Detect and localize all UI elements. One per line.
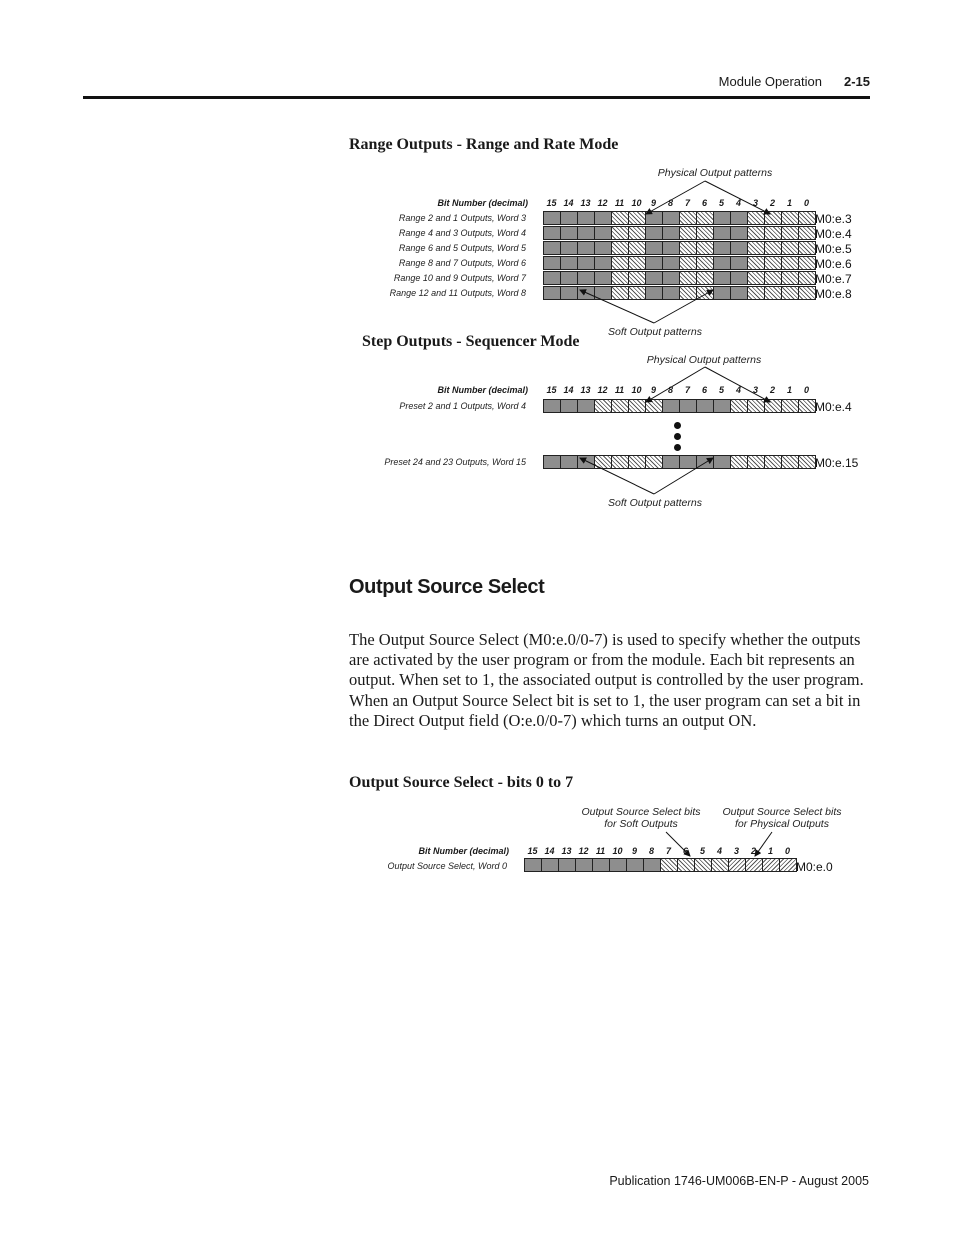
bit-cell bbox=[612, 257, 629, 269]
bit-cell bbox=[595, 242, 612, 254]
bit-cell bbox=[714, 227, 731, 239]
bit-number: 11 bbox=[595, 846, 606, 856]
bit-cell bbox=[799, 257, 816, 269]
bit-cell bbox=[663, 272, 680, 284]
bit-cell bbox=[661, 859, 678, 871]
register-address: M0:e.8 bbox=[815, 287, 852, 301]
bit-cell bbox=[697, 287, 714, 299]
bit-cell bbox=[680, 227, 697, 239]
bit-cell bbox=[678, 859, 695, 871]
register-row bbox=[543, 286, 816, 300]
bit-cell bbox=[697, 456, 714, 468]
bit-number: 6 bbox=[682, 846, 688, 856]
bit-number: 2 bbox=[750, 846, 756, 856]
bit-cell bbox=[714, 400, 731, 412]
bit-cell bbox=[782, 227, 799, 239]
bit-cell bbox=[765, 287, 782, 299]
bit-cell bbox=[544, 272, 561, 284]
step-bit-numbers bbox=[543, 385, 815, 397]
bit-cell bbox=[782, 212, 799, 224]
bit-cell bbox=[663, 287, 680, 299]
bit-cell bbox=[578, 456, 595, 468]
bit-cell bbox=[799, 272, 816, 284]
bit-number: 3 bbox=[733, 846, 739, 856]
bit-cell bbox=[748, 287, 765, 299]
bit-cell bbox=[544, 212, 561, 224]
bit-cell bbox=[646, 272, 663, 284]
range-bit-number-label: Bit Number (decimal) bbox=[437, 198, 528, 208]
bit-number: 15 bbox=[546, 198, 557, 208]
ellipsis-dot bbox=[674, 444, 681, 451]
bit-number: 9 bbox=[650, 198, 656, 208]
bit-cell bbox=[629, 212, 646, 224]
bit-cell bbox=[595, 287, 612, 299]
bit-number: 0 bbox=[784, 846, 790, 856]
bit-number: 8 bbox=[667, 385, 673, 395]
bit-cell bbox=[765, 212, 782, 224]
bit-cell bbox=[525, 859, 542, 871]
bit-cell bbox=[612, 272, 629, 284]
register-row-label: Range 12 and 11 Outputs, Word 8 bbox=[389, 288, 526, 298]
bit-cell bbox=[612, 212, 629, 224]
range-physical-callout: Physical Output patterns bbox=[657, 167, 773, 179]
bit-cell bbox=[765, 456, 782, 468]
bit-number: 15 bbox=[546, 385, 557, 395]
bit-cell bbox=[799, 212, 816, 224]
register-row bbox=[543, 241, 816, 255]
header-rule bbox=[83, 96, 870, 99]
register-address: M0:e.15 bbox=[815, 456, 859, 470]
bit-number: 8 bbox=[648, 846, 654, 856]
bit-cell bbox=[593, 859, 610, 871]
bit-cell bbox=[731, 456, 748, 468]
bit-cell bbox=[595, 212, 612, 224]
section-heading: Output Source Select bbox=[349, 576, 545, 598]
bit-cell bbox=[544, 400, 561, 412]
bit-cell bbox=[578, 227, 595, 239]
bit-cell bbox=[576, 859, 593, 871]
bit-cell bbox=[799, 287, 816, 299]
register-row bbox=[543, 256, 816, 270]
bit-cell bbox=[612, 400, 629, 412]
bit-cell bbox=[799, 456, 816, 468]
bit-cell bbox=[612, 227, 629, 239]
bit-number: 7 bbox=[684, 198, 690, 208]
bit-cell bbox=[782, 257, 799, 269]
oss-bit-number-label: Bit Number (decimal) bbox=[418, 846, 509, 856]
bit-cell bbox=[663, 227, 680, 239]
bit-cell bbox=[680, 400, 697, 412]
register-row-label: Range 8 and 7 Outputs, Word 6 bbox=[398, 258, 526, 268]
bit-cell bbox=[697, 272, 714, 284]
bit-cell bbox=[610, 859, 627, 871]
bit-cell bbox=[578, 257, 595, 269]
bit-cell bbox=[714, 456, 731, 468]
bit-cell bbox=[595, 227, 612, 239]
bit-cell bbox=[731, 242, 748, 254]
bit-number: 4 bbox=[735, 385, 741, 395]
bit-cell bbox=[799, 227, 816, 239]
bit-cell bbox=[578, 242, 595, 254]
register-row bbox=[543, 226, 816, 240]
bit-cell bbox=[782, 400, 799, 412]
bit-number: 11 bbox=[614, 198, 625, 208]
register-row bbox=[543, 211, 816, 225]
bit-cell bbox=[748, 400, 765, 412]
step-soft-callout: Soft Output patterns bbox=[608, 497, 702, 509]
bit-cell bbox=[646, 456, 663, 468]
bit-cell bbox=[561, 272, 578, 284]
bit-cell bbox=[731, 257, 748, 269]
bit-number: 10 bbox=[631, 385, 642, 395]
range-figure-title: Range Outputs - Range and Rate Mode bbox=[349, 136, 619, 153]
oss-address: M0:e.0 bbox=[796, 860, 833, 874]
step-physical-callout: Physical Output patterns bbox=[646, 354, 762, 366]
bit-number: 2 bbox=[769, 198, 775, 208]
bit-number: 12 bbox=[597, 385, 608, 395]
bit-cell bbox=[714, 212, 731, 224]
bit-cell bbox=[748, 456, 765, 468]
range-bit-numbers bbox=[543, 198, 815, 210]
bit-cell bbox=[544, 257, 561, 269]
bit-cell bbox=[731, 400, 748, 412]
register-row-label: Range 6 and 5 Outputs, Word 5 bbox=[398, 243, 526, 253]
register-row bbox=[543, 399, 816, 413]
range-soft-callout: Soft Output patterns bbox=[608, 326, 702, 338]
bit-cell bbox=[629, 227, 646, 239]
bit-cell bbox=[748, 212, 765, 224]
bit-cell bbox=[731, 227, 748, 239]
register-row bbox=[543, 455, 816, 469]
oss-register bbox=[524, 858, 797, 872]
bit-cell bbox=[544, 242, 561, 254]
bit-number: 11 bbox=[614, 385, 625, 395]
bit-cell bbox=[612, 287, 629, 299]
publication-footer: Publication 1746-UM006B-EN-P - August 2005 bbox=[609, 1174, 869, 1188]
bit-number: 6 bbox=[701, 198, 707, 208]
bit-number: 13 bbox=[580, 198, 591, 208]
bit-cell bbox=[765, 242, 782, 254]
bit-cell bbox=[765, 227, 782, 239]
bit-cell bbox=[697, 212, 714, 224]
bit-cell bbox=[629, 272, 646, 284]
bit-cell bbox=[559, 859, 576, 871]
bit-cell bbox=[663, 242, 680, 254]
bit-cell bbox=[646, 227, 663, 239]
ellipsis-dot bbox=[674, 422, 681, 429]
bit-cell bbox=[731, 212, 748, 224]
bit-cell bbox=[578, 287, 595, 299]
step-figure-title: Step Outputs - Sequencer Mode bbox=[362, 333, 580, 350]
bit-cell bbox=[765, 257, 782, 269]
bit-number: 1 bbox=[786, 385, 792, 395]
bit-cell bbox=[697, 242, 714, 254]
bit-cell bbox=[663, 400, 680, 412]
bit-cell bbox=[627, 859, 644, 871]
register-address: M0:e.4 bbox=[815, 227, 852, 241]
bit-number: 5 bbox=[699, 846, 705, 856]
bit-cell bbox=[595, 456, 612, 468]
bit-number: 6 bbox=[701, 385, 707, 395]
bit-cell bbox=[780, 859, 797, 871]
bit-cell bbox=[544, 456, 561, 468]
bit-cell bbox=[765, 400, 782, 412]
bit-number: 1 bbox=[767, 846, 773, 856]
bit-cell bbox=[748, 257, 765, 269]
bit-cell bbox=[595, 400, 612, 412]
bit-cell bbox=[629, 242, 646, 254]
bit-number: 1 bbox=[786, 198, 792, 208]
bit-cell bbox=[680, 272, 697, 284]
register-row-label: Range 10 and 9 Outputs, Word 7 bbox=[393, 273, 526, 283]
bit-number: 3 bbox=[752, 198, 758, 208]
bit-cell bbox=[561, 456, 578, 468]
bit-cell bbox=[799, 242, 816, 254]
register-address: M0:e.3 bbox=[815, 212, 852, 226]
oss-figure-title: Output Source Select - bits 0 to 7 bbox=[349, 774, 574, 791]
bit-number: 5 bbox=[718, 198, 724, 208]
bit-number: 0 bbox=[803, 385, 809, 395]
bit-cell bbox=[629, 456, 646, 468]
bit-number: 7 bbox=[665, 846, 671, 856]
bit-cell bbox=[646, 287, 663, 299]
bit-cell bbox=[714, 242, 731, 254]
bit-cell bbox=[697, 257, 714, 269]
bit-cell bbox=[561, 242, 578, 254]
bit-cell bbox=[680, 257, 697, 269]
bit-cell bbox=[629, 400, 646, 412]
bit-cell bbox=[595, 272, 612, 284]
bit-cell bbox=[697, 227, 714, 239]
bit-number: 14 bbox=[544, 846, 555, 856]
bit-cell bbox=[714, 272, 731, 284]
bit-cell bbox=[646, 257, 663, 269]
bit-cell bbox=[714, 257, 731, 269]
oss-bit-numbers bbox=[524, 846, 796, 858]
oss-physical-callout: Output Source Select bits for Physical Outputs bbox=[722, 806, 842, 830]
bit-cell bbox=[712, 859, 729, 871]
bit-cell bbox=[782, 242, 799, 254]
bit-cell bbox=[595, 257, 612, 269]
bit-cell bbox=[544, 287, 561, 299]
oss-soft-callout: Output Source Select bits for Soft Outputs bbox=[581, 806, 701, 830]
bit-number: 12 bbox=[578, 846, 589, 856]
bit-number: 13 bbox=[580, 385, 591, 395]
bit-cell bbox=[644, 859, 661, 871]
bit-cell bbox=[578, 272, 595, 284]
bit-cell bbox=[561, 287, 578, 299]
bit-cell bbox=[646, 212, 663, 224]
bit-cell bbox=[612, 242, 629, 254]
bit-number: 13 bbox=[561, 846, 572, 856]
bit-cell bbox=[695, 859, 712, 871]
bit-number: 2 bbox=[769, 385, 775, 395]
bit-cell bbox=[697, 400, 714, 412]
bit-cell bbox=[714, 287, 731, 299]
bit-cell bbox=[646, 400, 663, 412]
bit-cell bbox=[680, 287, 697, 299]
body-paragraph: The Output Source Select (M0:e.0/0-7) is used to specify whether the outputs are activated by the user program or from the module. Each bit represents an output. When set to 1, the associated output is controlled by the user program. When an Output Source Select bit is set to 1, the user program can set a bit in the Direct Output field (O:e.0/0-7) which turns an output ON. bbox=[349, 630, 864, 730]
step-bit-number-label: Bit Number (decimal) bbox=[437, 385, 528, 395]
ellipsis-dot bbox=[674, 433, 681, 440]
bit-number: 4 bbox=[716, 846, 722, 856]
bit-cell bbox=[680, 456, 697, 468]
bit-number: 9 bbox=[631, 846, 637, 856]
bit-cell bbox=[578, 212, 595, 224]
bit-cell bbox=[561, 227, 578, 239]
bit-cell bbox=[542, 859, 559, 871]
bit-cell bbox=[629, 257, 646, 269]
register-address: M0:e.5 bbox=[815, 242, 852, 256]
bit-cell bbox=[646, 242, 663, 254]
bit-number: 0 bbox=[803, 198, 809, 208]
bit-cell bbox=[544, 227, 561, 239]
register-row-label: Preset 2 and 1 Outputs, Word 4 bbox=[399, 401, 526, 411]
bit-number: 10 bbox=[631, 198, 642, 208]
bit-cell bbox=[782, 272, 799, 284]
bit-number: 12 bbox=[597, 198, 608, 208]
bit-cell bbox=[799, 400, 816, 412]
register-address: M0:e.7 bbox=[815, 272, 852, 286]
bit-cell bbox=[663, 456, 680, 468]
bit-cell bbox=[663, 257, 680, 269]
bit-number: 14 bbox=[563, 198, 574, 208]
bit-cell bbox=[746, 859, 763, 871]
bit-cell bbox=[561, 400, 578, 412]
register-row-label: Preset 24 and 23 Outputs, Word 15 bbox=[384, 457, 526, 467]
bit-cell bbox=[748, 242, 765, 254]
bit-cell bbox=[765, 272, 782, 284]
bit-number: 9 bbox=[650, 385, 656, 395]
bit-cell bbox=[629, 287, 646, 299]
bit-cell bbox=[680, 212, 697, 224]
bit-number: 7 bbox=[684, 385, 690, 395]
bit-cell bbox=[561, 257, 578, 269]
page-number: 2-15 bbox=[844, 74, 871, 89]
register-address: M0:e.6 bbox=[815, 257, 852, 271]
bit-cell bbox=[731, 272, 748, 284]
bit-cell bbox=[663, 212, 680, 224]
bit-cell bbox=[748, 272, 765, 284]
running-header-section: Module Operation bbox=[718, 74, 822, 89]
bit-cell bbox=[782, 287, 799, 299]
bit-cell bbox=[578, 400, 595, 412]
oss-row-label: Output Source Select, Word 0 bbox=[387, 861, 507, 871]
bit-cell bbox=[561, 212, 578, 224]
bit-cell bbox=[748, 227, 765, 239]
bit-number: 14 bbox=[563, 385, 574, 395]
bit-number: 4 bbox=[735, 198, 741, 208]
bit-number: 3 bbox=[752, 385, 758, 395]
bit-number: 15 bbox=[527, 846, 538, 856]
register-row-label: Range 2 and 1 Outputs, Word 3 bbox=[398, 213, 526, 223]
register-row bbox=[543, 271, 816, 285]
bit-number: 5 bbox=[718, 385, 724, 395]
bit-cell bbox=[612, 456, 629, 468]
bit-number: 8 bbox=[667, 198, 673, 208]
bit-cell bbox=[680, 242, 697, 254]
bit-cell bbox=[729, 859, 746, 871]
register-address: M0:e.4 bbox=[815, 400, 852, 414]
register-row-label: Range 4 and 3 Outputs, Word 4 bbox=[398, 228, 526, 238]
bit-cell bbox=[731, 287, 748, 299]
bit-cell bbox=[763, 859, 780, 871]
bit-cell bbox=[782, 456, 799, 468]
bit-number: 10 bbox=[612, 846, 623, 856]
